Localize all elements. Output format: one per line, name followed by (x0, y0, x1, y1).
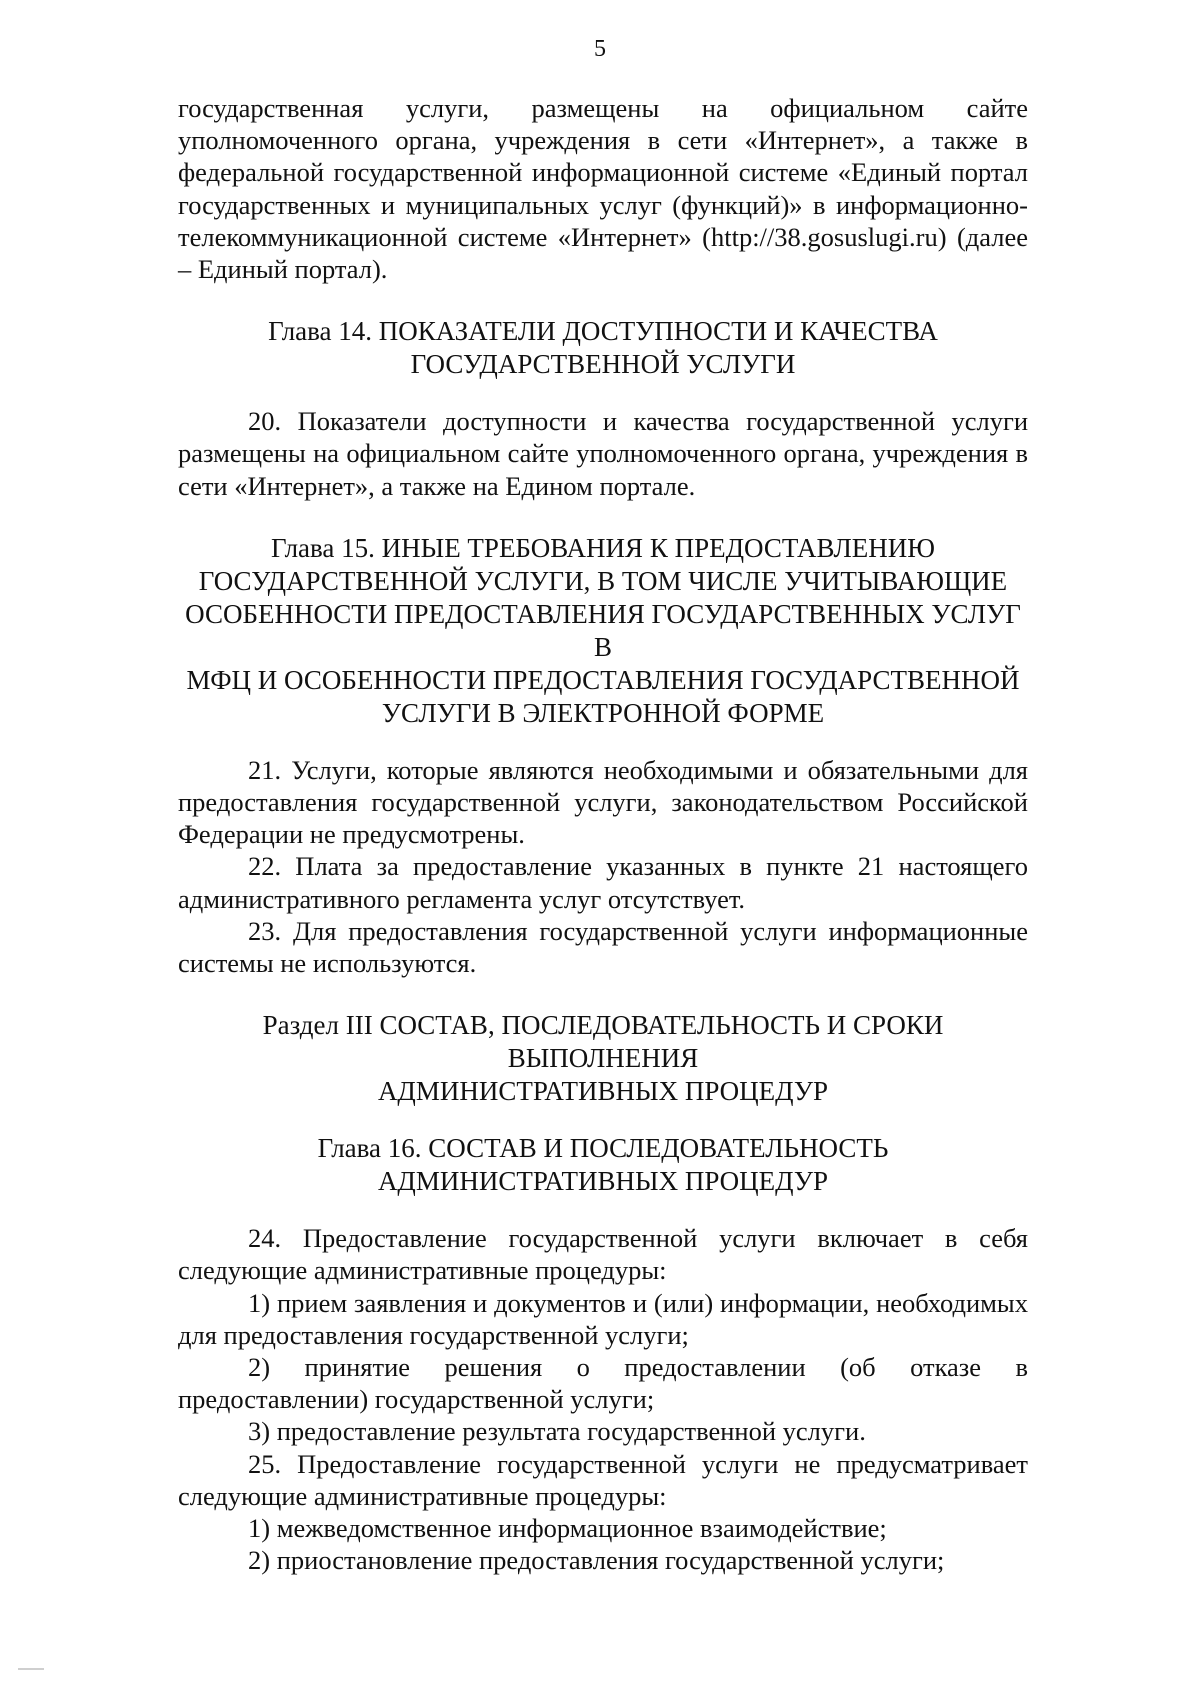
document-body (178, 92, 1028, 1576)
heading-line: Глава 16. СОСТАВ И ПОСЛЕДОВАТЕЛЬНОСТЬ (317, 1133, 889, 1164)
paragraph-21: 21. Услуги, которые являются необходимыми и обязательными для предоставления государственной услуги, законодательством Российской Федерации не предусмотрены. (178, 754, 1028, 850)
chapter-14-body (178, 405, 1028, 502)
chapter-16-body (178, 1222, 1028, 1576)
heading-line: АДМИНИСТРАТИВНЫХ ПРОЦЕДУР (377, 1076, 829, 1107)
list-item: 2) приостановление предоставления государственной услуги; (248, 1545, 945, 1576)
paragraph-25: 25. Предоставление государственной услуги не предусматривает следующие административные процедуры: (178, 1448, 1028, 1511)
heading-line: ОСОБЕННОСТИ ПРЕДОСТАВЛЕНИЯ ГОСУДАРСТВЕННЫХ УСЛУГ В (185, 598, 1021, 662)
list-item: 1) прием заявления и документов и (или) информации, необходимых для предоставления государственной услуги; (178, 1287, 1028, 1350)
scan-edge-mark (18, 1668, 44, 1670)
page-number: 5 (594, 36, 606, 62)
chapter-14-heading (178, 315, 1028, 381)
heading-line: ГОСУДАРСТВЕННОЙ УСЛУГИ, В ТОМ ЧИСЛЕ УЧИТЫВАЮЩИЕ (198, 565, 1008, 596)
paragraph-22: 22. Плата за предоставление указанных в пункте 21 настоящего административного регламента услуг отсутствует. (178, 851, 1028, 914)
heading-line: ГОСУДАРСТВЕННОЙ УСЛУГИ (410, 349, 796, 380)
paragraph-20: 20. Показатели доступности и качества государственной услуги размещены на официальном сайте уполномоченного органа, учреждения в сети «Интернет», а также на Едином портале. (178, 406, 1028, 501)
heading-line: МФЦ И ОСОБЕННОСТИ ПРЕДОСТАВЛЕНИЯ ГОСУДАРСТВЕННОЙ (186, 664, 1020, 695)
chapter-15-heading (178, 532, 1028, 730)
list-item: 3) предоставление результата государственной услуги. (248, 1416, 866, 1447)
chapter-15-body (178, 754, 1028, 979)
heading-line: АДМИНИСТРАТИВНЫХ ПРОЦЕДУР (377, 1166, 829, 1197)
paragraph-23: 23. Для предоставления государственной услуги информационные системы не используются. (178, 915, 1028, 979)
intro-paragraph: государственная услуги, размещены на официальном сайте уполномоченного органа, учреждения в сети «Интернет», а также в федеральной государственной информационной системе «Единый портал государственных и муниципальных услуг (функций)» в информационно-телекоммуникационной системе «Интернет» (http://38.gosuslugi.ru) (далее – Единый портал). (178, 93, 1028, 285)
heading-line: Глава 14. ПОКАЗАТЕЛИ ДОСТУПНОСТИ И КАЧЕСТВА (268, 316, 938, 347)
heading-line: Глава 15. ИНЫЕ ТРЕБОВАНИЯ К ПРЕДОСТАВЛЕНИЮ (270, 532, 936, 563)
heading-line: УСЛУГИ В ЭЛЕКТРОННОЙ ФОРМЕ (381, 697, 825, 728)
heading-line: Раздел III СОСТАВ, ПОСЛЕДОВАТЕЛЬНОСТЬ И СРОКИ ВЫПОЛНЕНИЯ (262, 1010, 944, 1074)
section-3-heading (178, 1009, 1028, 1108)
list-item: 1) межведомственное информационное взаимодействие; (248, 1513, 887, 1544)
chapter-16-heading (178, 1132, 1028, 1198)
list-item: 2) принятие решения о предоставлении (об отказе в предоставлении) государственной услуги; (178, 1352, 1028, 1415)
paragraph-24: 24. Предоставление государственной услуги включает в себя следующие административные процедуры: (178, 1223, 1028, 1286)
